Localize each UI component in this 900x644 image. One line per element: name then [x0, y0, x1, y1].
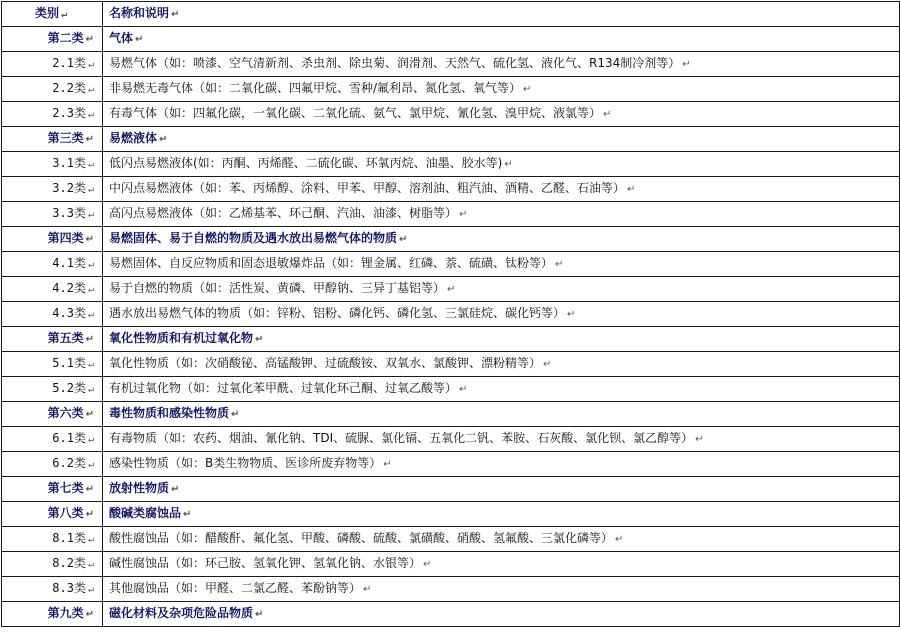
description-cell: [103, 402, 900, 427]
description-cell: [103, 252, 900, 277]
table-header-row: [2, 2, 900, 27]
description-text: 碱性腐蚀品（如：环己胺、氢氧化钾、氢氧化钠、水银等）: [109, 556, 422, 570]
paragraph-mark-icon: ↵: [85, 484, 94, 495]
category-cell: [2, 552, 103, 577]
table-row: [2, 277, 900, 302]
description-cell: [103, 427, 900, 452]
paragraph-mark-icon: ↵: [85, 509, 94, 520]
category-label: 8.1类: [52, 531, 86, 545]
category-label: 4.2类: [52, 281, 86, 295]
table-row: [2, 52, 900, 77]
category-cell: [2, 127, 103, 152]
description-text: 易燃液体: [109, 131, 158, 145]
header-category: 类别 ↵: [2, 2, 103, 27]
section-row: [2, 402, 900, 427]
category-cell: [2, 477, 103, 502]
paragraph-mark-icon: ↵: [87, 284, 94, 295]
description-text: 高闪点易燃液体（如：乙烯基苯、环己酮、汽油、油漆、树脂等）: [109, 206, 458, 220]
paragraph-mark-icon: ↵: [171, 9, 180, 20]
paragraph-mark-icon: ↵: [504, 159, 513, 170]
paragraph-mark-icon: ↵: [603, 109, 612, 120]
paragraph-mark-icon: ↵: [87, 359, 94, 370]
description-text: 酸性腐蚀品（如：醋酸酐、氟化氢、甲酸、磷酸、硫酸、氯磺酸、硝酸、氢氟酸、三氯化磷等）: [109, 531, 614, 545]
category-label: 第九类: [47, 606, 84, 620]
section-row: [2, 602, 900, 627]
paragraph-mark-icon: ↵: [87, 209, 94, 220]
table-row: [2, 202, 900, 227]
category-cell: [2, 402, 103, 427]
paragraph-mark-icon: ↵: [135, 34, 144, 45]
table-row: [2, 302, 900, 327]
paragraph-mark-icon: ↵: [87, 259, 94, 270]
category-label: 第五类: [47, 331, 84, 345]
description-text: 有毒物质（如：农药、烟油、氰化钠、TDI、硫脲、氯化镉、五氧化二钒、苯胺、石灰酸、氯化钡、氯乙醇等）: [109, 431, 694, 445]
paragraph-mark-icon: ↵: [60, 9, 68, 20]
table-row: [2, 527, 900, 552]
category-cell: [2, 452, 103, 477]
paragraph-mark-icon: ↵: [87, 384, 94, 395]
description-text: 放射性物质: [109, 481, 170, 495]
paragraph-mark-icon: ↵: [85, 409, 94, 420]
paragraph-mark-icon: ↵: [87, 159, 94, 170]
category-label: 第三类: [47, 131, 84, 145]
section-row: [2, 502, 900, 527]
category-cell: [2, 177, 103, 202]
paragraph-mark-icon: ↵: [695, 434, 704, 445]
description-cell: [103, 527, 900, 552]
description-text: 非易燃无毒气体（如：二氧化碳、四氟甲烷、雪种/氟利昂、氮化氢、氧气等）: [109, 81, 522, 95]
section-row: [2, 477, 900, 502]
paragraph-mark-icon: ↵: [682, 59, 691, 70]
description-text: 有机过氧化物（如：过氧化苯甲酰、过氧化环己酮、过氧乙酸等）: [109, 381, 458, 395]
category-label: 2.2类: [52, 81, 86, 95]
table-row: [2, 252, 900, 277]
paragraph-mark-icon: ↵: [85, 234, 94, 245]
description-cell: [103, 277, 900, 302]
table-body: [2, 2, 900, 627]
description-text: 气体: [109, 31, 134, 45]
paragraph-mark-icon: ↵: [87, 434, 94, 445]
category-label: 4.1类: [52, 256, 86, 270]
description-cell: [103, 452, 900, 477]
paragraph-mark-icon: ↵: [87, 584, 94, 595]
description-text: 低闪点易燃液体(如：丙酮、丙烯醛、二硫化碳、环氧丙烷、油墨、胶水等): [109, 156, 503, 170]
category-cell: [2, 527, 103, 552]
paragraph-mark-icon: ↵: [85, 609, 94, 620]
document-page: [0, 1, 900, 644]
category-label: 2.1类: [52, 56, 86, 70]
paragraph-mark-icon: ↵: [523, 84, 532, 95]
category-cell: [2, 602, 103, 627]
description-text: 氧化性物质和有机过氧化物: [109, 331, 254, 345]
section-row: [2, 27, 900, 52]
category-cell: [2, 27, 103, 52]
category-cell: [2, 502, 103, 527]
description-cell: [103, 227, 900, 252]
description-text: 毒性物质和感染性物质: [109, 406, 230, 420]
paragraph-mark-icon: ↵: [87, 559, 94, 570]
category-cell: [2, 152, 103, 177]
description-text: 中闪点易燃液体（如：苯、丙烯醇、涂料、甲苯、甲醇、溶剂油、粗汽油、酒精、乙醛、石油等）: [109, 181, 626, 195]
paragraph-mark-icon: ↵: [87, 309, 94, 320]
description-text: 易燃气体（如：喷漆、空气清新剂、杀虫剂、除虫菊、润滑剂、天然气、硫化氢、液化气、R134制冷剂等）: [109, 56, 681, 70]
description-text: 有毒气体（如：四氟化碳，一氧化碳、二氧化硫、氨气、氯甲烷、氰化氢、溴甲烷、液氯等）: [109, 106, 602, 120]
hazard-class-table: [1, 1, 900, 627]
paragraph-mark-icon: ↵: [87, 84, 94, 95]
category-cell: [2, 427, 103, 452]
category-cell: [2, 102, 103, 127]
paragraph-mark-icon: ↵: [85, 34, 94, 45]
section-row: [2, 127, 900, 152]
paragraph-mark-icon: ↵: [183, 509, 192, 520]
category-cell: [2, 327, 103, 352]
paragraph-mark-icon: ↵: [85, 134, 94, 145]
table-row: [2, 577, 900, 602]
description-text: 易燃固体、自反应物质和固态退敏爆炸品（如：锂金属、红磷、萘、硫磺、钛粉等）: [109, 256, 554, 270]
paragraph-mark-icon: ↵: [627, 184, 636, 195]
description-text: 遇水放出易燃气体的物质（如：锌粉、铝粉、磷化钙、磷化氢、三氯硅烷、碳化钙等）: [109, 306, 566, 320]
description-text: 感染性物质（如：B类生物物质、医诊所废弃物等）: [109, 456, 382, 470]
description-cell: [103, 77, 900, 102]
category-cell: [2, 277, 103, 302]
paragraph-mark-icon: ↵: [459, 384, 468, 395]
category-label: 3.1类: [52, 156, 86, 170]
paragraph-mark-icon: ↵: [615, 534, 624, 545]
description-cell: [103, 352, 900, 377]
header-description: 名称和说明 ↵: [103, 2, 900, 27]
category-label: 2.3类: [52, 106, 86, 120]
description-text: 氧化性物质（如：次硝酸铋、高锰酸钾、过硫酸铵、双氧水、氯酸钾、漂粉精等）: [109, 356, 542, 370]
paragraph-mark-icon: ↵: [423, 559, 432, 570]
description-cell: [103, 302, 900, 327]
category-cell: [2, 377, 103, 402]
category-cell: [2, 252, 103, 277]
paragraph-mark-icon: ↵: [171, 484, 180, 495]
description-cell: [103, 502, 900, 527]
category-label: 8.3类: [52, 581, 86, 595]
paragraph-mark-icon: ↵: [383, 459, 392, 470]
category-cell: [2, 202, 103, 227]
category-label: 第七类: [47, 481, 84, 495]
table-row: [2, 377, 900, 402]
paragraph-mark-icon: ↵: [87, 59, 94, 70]
category-label: 3.3类: [52, 206, 86, 220]
description-cell: [103, 102, 900, 127]
description-cell: [103, 477, 900, 502]
category-label: 5.1类: [52, 356, 86, 370]
paragraph-mark-icon: ↵: [447, 284, 456, 295]
category-cell: [2, 77, 103, 102]
paragraph-mark-icon: ↵: [567, 309, 576, 320]
table-row: [2, 427, 900, 452]
paragraph-mark-icon: ↵: [255, 334, 264, 345]
description-cell: [103, 27, 900, 52]
category-cell: [2, 577, 103, 602]
description-cell: [103, 152, 900, 177]
paragraph-mark-icon: ↵: [231, 409, 240, 420]
category-label: 5.2类: [52, 381, 86, 395]
category-cell: [2, 52, 103, 77]
table-row: [2, 77, 900, 102]
category-label: 3.2类: [52, 181, 86, 195]
table-row: [2, 452, 900, 477]
description-cell: [103, 177, 900, 202]
description-text: 酸碱类腐蚀品: [109, 506, 182, 520]
description-cell: [103, 327, 900, 352]
paragraph-mark-icon: ↵: [555, 259, 564, 270]
paragraph-mark-icon: ↵: [255, 609, 264, 620]
description-text: 其他腐蚀品（如：甲醛、二氯乙醛、苯酚钠等）: [109, 581, 362, 595]
section-row: [2, 227, 900, 252]
description-text: 易燃固体、易于自燃的物质及遇水放出易燃气体的物质: [109, 231, 398, 245]
paragraph-mark-icon: ↵: [87, 459, 94, 470]
category-label: 第四类: [47, 231, 84, 245]
paragraph-mark-icon: ↵: [159, 134, 168, 145]
table-row: [2, 177, 900, 202]
description-cell: [103, 552, 900, 577]
paragraph-mark-icon: ↵: [87, 184, 94, 195]
paragraph-mark-icon: ↵: [363, 584, 372, 595]
paragraph-mark-icon: ↵: [399, 234, 408, 245]
table-row: [2, 352, 900, 377]
paragraph-mark-icon: ↵: [85, 334, 94, 345]
section-row: [2, 327, 900, 352]
category-cell: [2, 302, 103, 327]
table-row: [2, 102, 900, 127]
category-cell: [2, 227, 103, 252]
table-row: [2, 152, 900, 177]
category-label: 第六类: [47, 406, 84, 420]
category-label: 第八类: [47, 506, 84, 520]
paragraph-mark-icon: ↵: [543, 359, 552, 370]
description-cell: [103, 577, 900, 602]
paragraph-mark-icon: ↵: [87, 534, 94, 545]
table-row: [2, 552, 900, 577]
paragraph-mark-icon: ↵: [87, 109, 94, 120]
category-label: 6.2类: [52, 456, 86, 470]
category-label: 第二类: [47, 31, 84, 45]
description-cell: [103, 377, 900, 402]
description-cell: [103, 202, 900, 227]
description-cell: [103, 127, 900, 152]
category-label: 8.2类: [52, 556, 86, 570]
description-cell: [103, 602, 900, 627]
description-text: 易于自燃的物质（如：活性炭、黄磷、甲醇钠、三异丁基铝等）: [109, 281, 446, 295]
category-label: 6.1类: [52, 431, 86, 445]
description-text: 磁化材料及杂项危险品物质: [109, 606, 254, 620]
description-cell: [103, 52, 900, 77]
paragraph-mark-icon: ↵: [459, 209, 468, 220]
category-cell: [2, 352, 103, 377]
category-label: 4.3类: [52, 306, 86, 320]
